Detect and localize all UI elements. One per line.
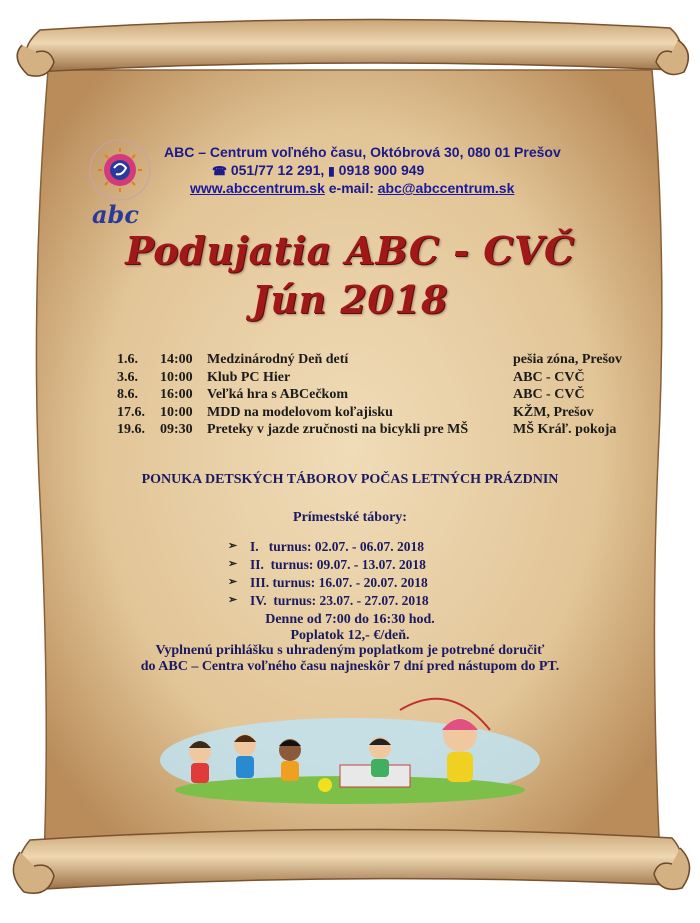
web-email-line — [190, 180, 514, 196]
event-place: pešia zóna, Prešov — [513, 352, 623, 367]
turnus-item — [228, 575, 429, 593]
arrow-bullet-icon: ➢ — [228, 594, 238, 606]
event-name: Klub PC Hier — [207, 369, 291, 385]
event-time: 14:00 — [160, 352, 193, 367]
turnus-text: IV. turnus: 23.07. - 27.07. 2018 — [250, 593, 429, 608]
event-row — [0, 405, 700, 422]
event-row — [0, 352, 700, 369]
event-time: 10:00 — [160, 369, 193, 385]
event-time: 09:30 — [160, 422, 193, 438]
event-name: Preteky v jazde zručnosti na bicykli pre MŠ — [207, 422, 469, 438]
poster-subtitle: Jún 2018 — [251, 277, 449, 322]
event-date: 3.6. — [117, 369, 138, 385]
camp-note-2: do ABC – Centra voľného času najneskôr 7 dní pred nástupom do PT. — [140, 659, 560, 674]
email-label: e-mail: — [328, 180, 374, 196]
event-place: KŽM, Prešov — [513, 404, 594, 420]
mobile-number: 0918 900 949 — [338, 162, 425, 178]
turnus-item — [228, 539, 429, 557]
turnus-text: I. turnus: 02.07. - 06.07. 2018 — [250, 539, 425, 554]
camp-fee: Poplatok 12,- €/deň. — [290, 628, 410, 643]
turnus-item — [228, 593, 429, 611]
turnus-text: III. turnus: 16.07. - 20.07. 2018 — [250, 575, 428, 590]
phone-number: 051/77 12 291, — [230, 162, 325, 178]
events-table — [0, 352, 700, 442]
camp-hours: Denne od 7:00 do 16:30 hod. — [265, 612, 435, 627]
logo-text: abc — [92, 200, 139, 229]
camp-note-1: Vyplnenú prihlášku s uhradeným poplatkom je potrebné doručiť — [155, 643, 545, 658]
camps-heading: PONUKA DETSKÝCH TÁBOROV POČAS LETNÝCH PRÁZDNIN — [141, 472, 559, 487]
camps-subheading: Prímestské tábory: — [293, 510, 407, 525]
abc-logo — [86, 130, 156, 230]
event-time: 16:00 — [160, 387, 193, 403]
event-place: ABC - CVČ — [513, 369, 585, 385]
arrow-bullet-icon: ➢ — [228, 540, 238, 552]
poster-title: Podujatia ABC - CVČ — [125, 228, 575, 273]
phone-line — [212, 162, 424, 178]
event-row — [0, 370, 700, 387]
event-place: MŠ Kráľ. pokoja — [513, 422, 617, 438]
turnus-item — [228, 557, 429, 575]
children-illustration — [150, 690, 550, 805]
event-row — [0, 422, 700, 439]
event-time: 10:00 — [160, 404, 193, 420]
mobile-icon: ▮ — [328, 164, 335, 178]
event-name: Veľká hra s ABCečkom — [207, 387, 348, 403]
event-name: Medzinárodný Deň detí — [207, 352, 349, 367]
turnus-text: II. turnus: 09.07. - 13.07. 2018 — [250, 557, 426, 572]
turnus-list — [228, 539, 429, 611]
event-date: 8.6. — [117, 387, 138, 403]
address-line: ABC – Centrum voľného času, Októbrová 30, 080 01 Prešov — [164, 144, 561, 160]
event-date: 19.6. — [117, 422, 145, 438]
arrow-bullet-icon: ➢ — [228, 576, 238, 588]
ball-icon — [318, 778, 332, 792]
event-name: MDD na modelovom koľajisku — [207, 404, 393, 420]
event-date: 1.6. — [117, 352, 138, 367]
event-date: 17.6. — [117, 404, 145, 420]
arrow-bullet-icon: ➢ — [228, 558, 238, 570]
event-row — [0, 387, 700, 404]
email-link[interactable]: abc@abccentrum.sk — [377, 180, 515, 196]
phone-icon: ☎ — [212, 164, 227, 178]
event-place: ABC - CVČ — [513, 387, 585, 403]
website-link[interactable]: www.abccentrum.sk — [190, 180, 325, 196]
